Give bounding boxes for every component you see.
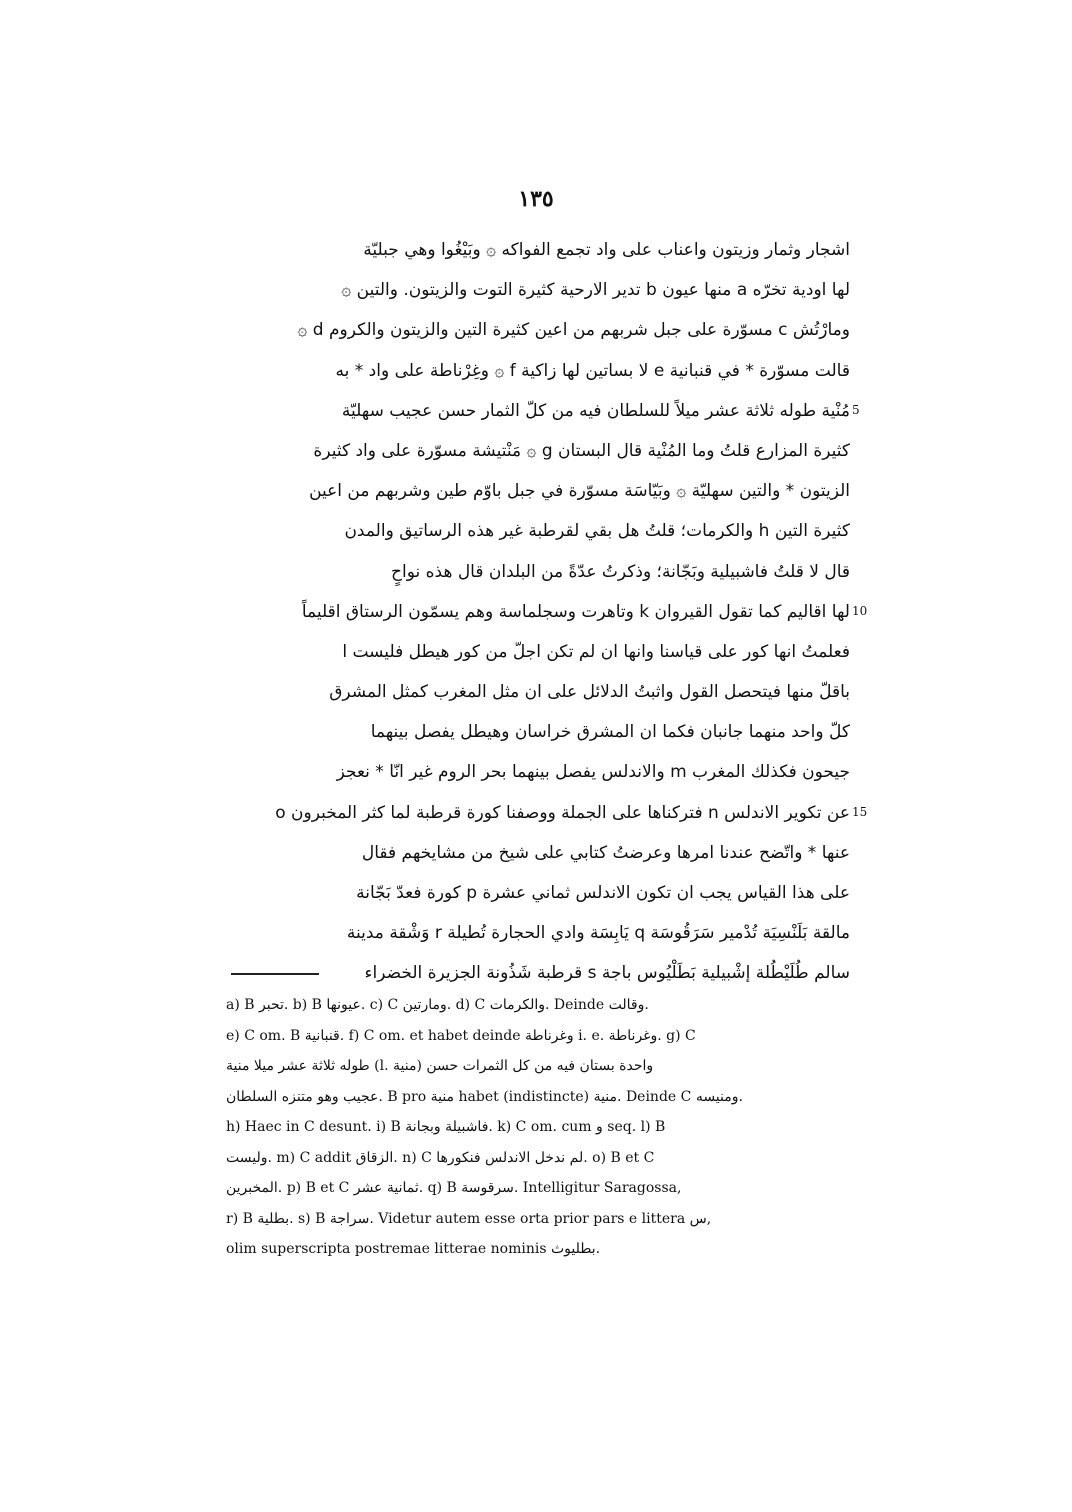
text-line: باقلّ منها فيتحصل القول واثبتُ الدلائل على ان مثل المغرب كمثل المشرق bbox=[329, 682, 850, 703]
text-line: كثيرة المزارع قلتُ وما المُنْية قال البستان g ۞ مَنْتيشة مسوّرة على واد كثيرة bbox=[313, 440, 850, 461]
footnote-line: r) B بطلية. s) B سراجة. Videtur autem esse orta prior pars e littera س, bbox=[226, 1210, 712, 1227]
footnote-line: h) Haec in C desunt. i) B فاشبيلة وبجانة. k) C om. cum و seq. l) B bbox=[226, 1119, 666, 1135]
line-number: 10 bbox=[852, 603, 868, 618]
text-line: الزيتون * والتين سهليّة ۞ وبَيّاسَة مسوّرة في جبل باوّم طين وشربهم من اعين bbox=[309, 481, 850, 502]
line-number: 15 bbox=[852, 804, 868, 819]
text-line: سالم طُلَيْطُلة إشْبيلية بَطَلْيُوس باجة s قرطبة شَذُونة الجزيرة الخضراء bbox=[364, 963, 850, 984]
text-line: عنها * واتّضح عندنا امرها وعرضتُ كتابي على شيخ من مشايخهم فقال bbox=[361, 842, 850, 863]
text-line: لها اقاليم كما تقول القيروان k وتاهرت وسجلماسة وهم يسمّون الرستاق اقليماً bbox=[301, 601, 850, 622]
text-line: فعلمتُ انها كور على قياسنا وانها ان لم تكن اجلّ من كور هيطل فليست l bbox=[342, 641, 850, 662]
footnote-separator bbox=[231, 973, 319, 975]
footnote-line: olim superscripta postremae litterae nominis بطليوث. bbox=[226, 1241, 601, 1257]
text-line: عن تكوير الاندلس n فتركناها على الجملة ووصفنا كورة قرطبة لما كثر المخبرون o bbox=[275, 802, 850, 823]
footnote-line: المخبرين. p) B et C ثمانية عشر. q) B سرقوسة. Intelligitur Saragossa, bbox=[226, 1180, 682, 1196]
text-line: جيحون فكذلك المغرب m والاندلس يفصل بينهما بحر الروم غير انّا * نعجز bbox=[336, 762, 850, 783]
text-line: مالقة بَلَنْسِيَة تُدْمير سَرَقُوسَة q يَابِسَة وادي الحجارة تُطيلة r وَشْقة مدينة bbox=[346, 923, 850, 944]
text-line: كثيرة التين h والكرمات؛ قلتُ هل بقي لقرطبة غير هذه الرساتيق والمدن bbox=[344, 521, 850, 542]
footnote-line: طوله ثلاثة عشر ميلا منية (l. منية) واحدة بستان فيه من كل الثمرات حسن bbox=[226, 1058, 654, 1074]
text-line: قال لا قلتُ فاشبيلية وبَجّانة؛ وذكرتُ عدّةً من البلدان قال هذه نواحٍ bbox=[391, 561, 850, 582]
text-line: قالت مسوّرة * في قنبانية e لا بساتين لها زاكية f ۞ وغِرْناطة على واد * به bbox=[335, 360, 850, 381]
footnote-line: عجيب وهو متنزه السلطان. B pro منية habet (indistincte) منية. Deinde C ومنيسه. bbox=[226, 1088, 743, 1105]
footnote-line: a) B تحبر. b) B عيونها. c) C ومارتين. d) C والكرمات. Deinde وقالت. bbox=[226, 997, 649, 1013]
text-line: كلّ واحد منهما جانبان فكما ان المشرق خراسان وهيطل يفصل بينهما bbox=[370, 722, 850, 743]
text-line: على هذا القياس يجب ان تكون الاندلس ثماني عشرة p كورة فعدّ بَجّانة bbox=[356, 883, 850, 903]
footnote-line: وليست. m) C addit الزقاق. n) C لم ندخل الاندلس فنكورها. o) B et C bbox=[226, 1149, 655, 1166]
footnote-line: e) C om. B قنبانية. f) C om. et habet deinde وغرناطة i. e. وغرناطة. g) C bbox=[226, 1027, 696, 1044]
footnotes-block bbox=[226, 990, 866, 1265]
main-text-block bbox=[228, 230, 850, 994]
text-line: ومارْتُش c مسوّرة على جبل شربهم من اعين كثيرة التين والزيتون والكروم d ۞ bbox=[297, 320, 850, 341]
text-line: اشجار وثمار وزيتون واعناب على واد تجمع الفواكه ۞ وبَيْغُوا وهي جبليّة bbox=[363, 240, 850, 260]
page-number: ۱۳٥ bbox=[518, 186, 554, 212]
line-number: 5 bbox=[852, 402, 860, 417]
text-line: لها اودية تخرّه a منها عيون b تدير الارحية كثيرة التوت والزيتون. والتين ۞ bbox=[341, 280, 850, 301]
text-line: مُنْية طوله ثلاثة عشر ميلاً للسلطان فيه من كلّ الثمار حسن عجيب سهليّة bbox=[341, 400, 850, 421]
